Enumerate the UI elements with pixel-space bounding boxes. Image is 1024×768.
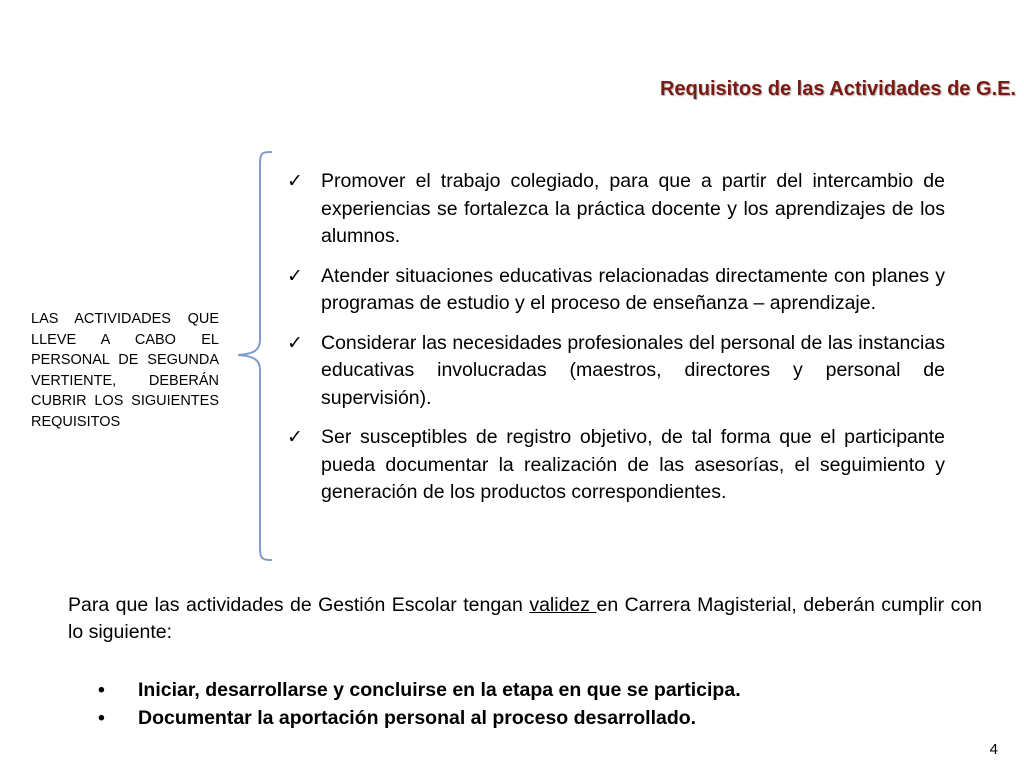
check-mark-icon: ✓: [287, 331, 303, 354]
check-mark-icon: ✓: [287, 264, 303, 287]
requirement-item: [287, 263, 945, 318]
bullet-item: [98, 676, 741, 704]
left-requirement-label: LAS ACTIVIDADES QUE LLEVE A CABO EL PERSONAL DE SEGUNDA VERTIENTE, DEBERÁN CUBRIR LOS SIGUIENTES REQUISITOS: [31, 311, 219, 430]
check-mark-icon: ✓: [287, 170, 303, 192]
check-mark-icon: ✓: [287, 426, 303, 448]
bullet-item: [98, 704, 741, 732]
page-number: 4: [989, 741, 998, 758]
bullet-text: Iniciar, desarrollarse y concluirse en la etapa en que se participa.: [138, 679, 741, 701]
requirement-item: [287, 330, 945, 413]
requirement-text: Atender situaciones educativas relacionadas directamente con planes y programas de estudio y el proceso de enseñanza – aprendizaje.: [321, 264, 945, 314]
requirements-list: [287, 168, 945, 507]
bullet-icon: •: [98, 707, 105, 729]
curly-brace-icon: [232, 150, 282, 564]
slide-title: Requisitos de las Actividades de G.E.: [659, 78, 1016, 100]
intro-text-part2: en Carrera Magisterial, deberán cumplir con lo siguiente:: [68, 594, 983, 643]
intro-underlined-text: validez: [529, 594, 597, 616]
bullet-icon: •: [98, 679, 105, 701]
bold-bullet-list: [98, 676, 741, 732]
requirement-text: Considerar las necesidades profesionales del personal de las instancias educativas involucradas (maestros, directores y personal de supervisión).: [321, 331, 945, 409]
intro-text-part1: Para que las actividades de Gestión Escolar tengan: [68, 594, 530, 616]
requirement-item: [287, 424, 945, 507]
requirement-item: [287, 168, 945, 251]
bullet-text: Documentar la aportación personal al proceso desarrollado.: [138, 707, 697, 729]
requirement-text: Ser susceptibles de registro objetivo, de tal forma que el participante pueda documentar la realización de las asesorías, el seguimiento y generación de los productos correspondientes.: [321, 426, 945, 503]
intro-paragraph: [68, 592, 982, 646]
requirement-text: Promover el trabajo colegiado, para que a partir del intercambio de experiencias se fortalezca la práctica docente y los aprendizajes de los alumnos.: [321, 170, 945, 247]
